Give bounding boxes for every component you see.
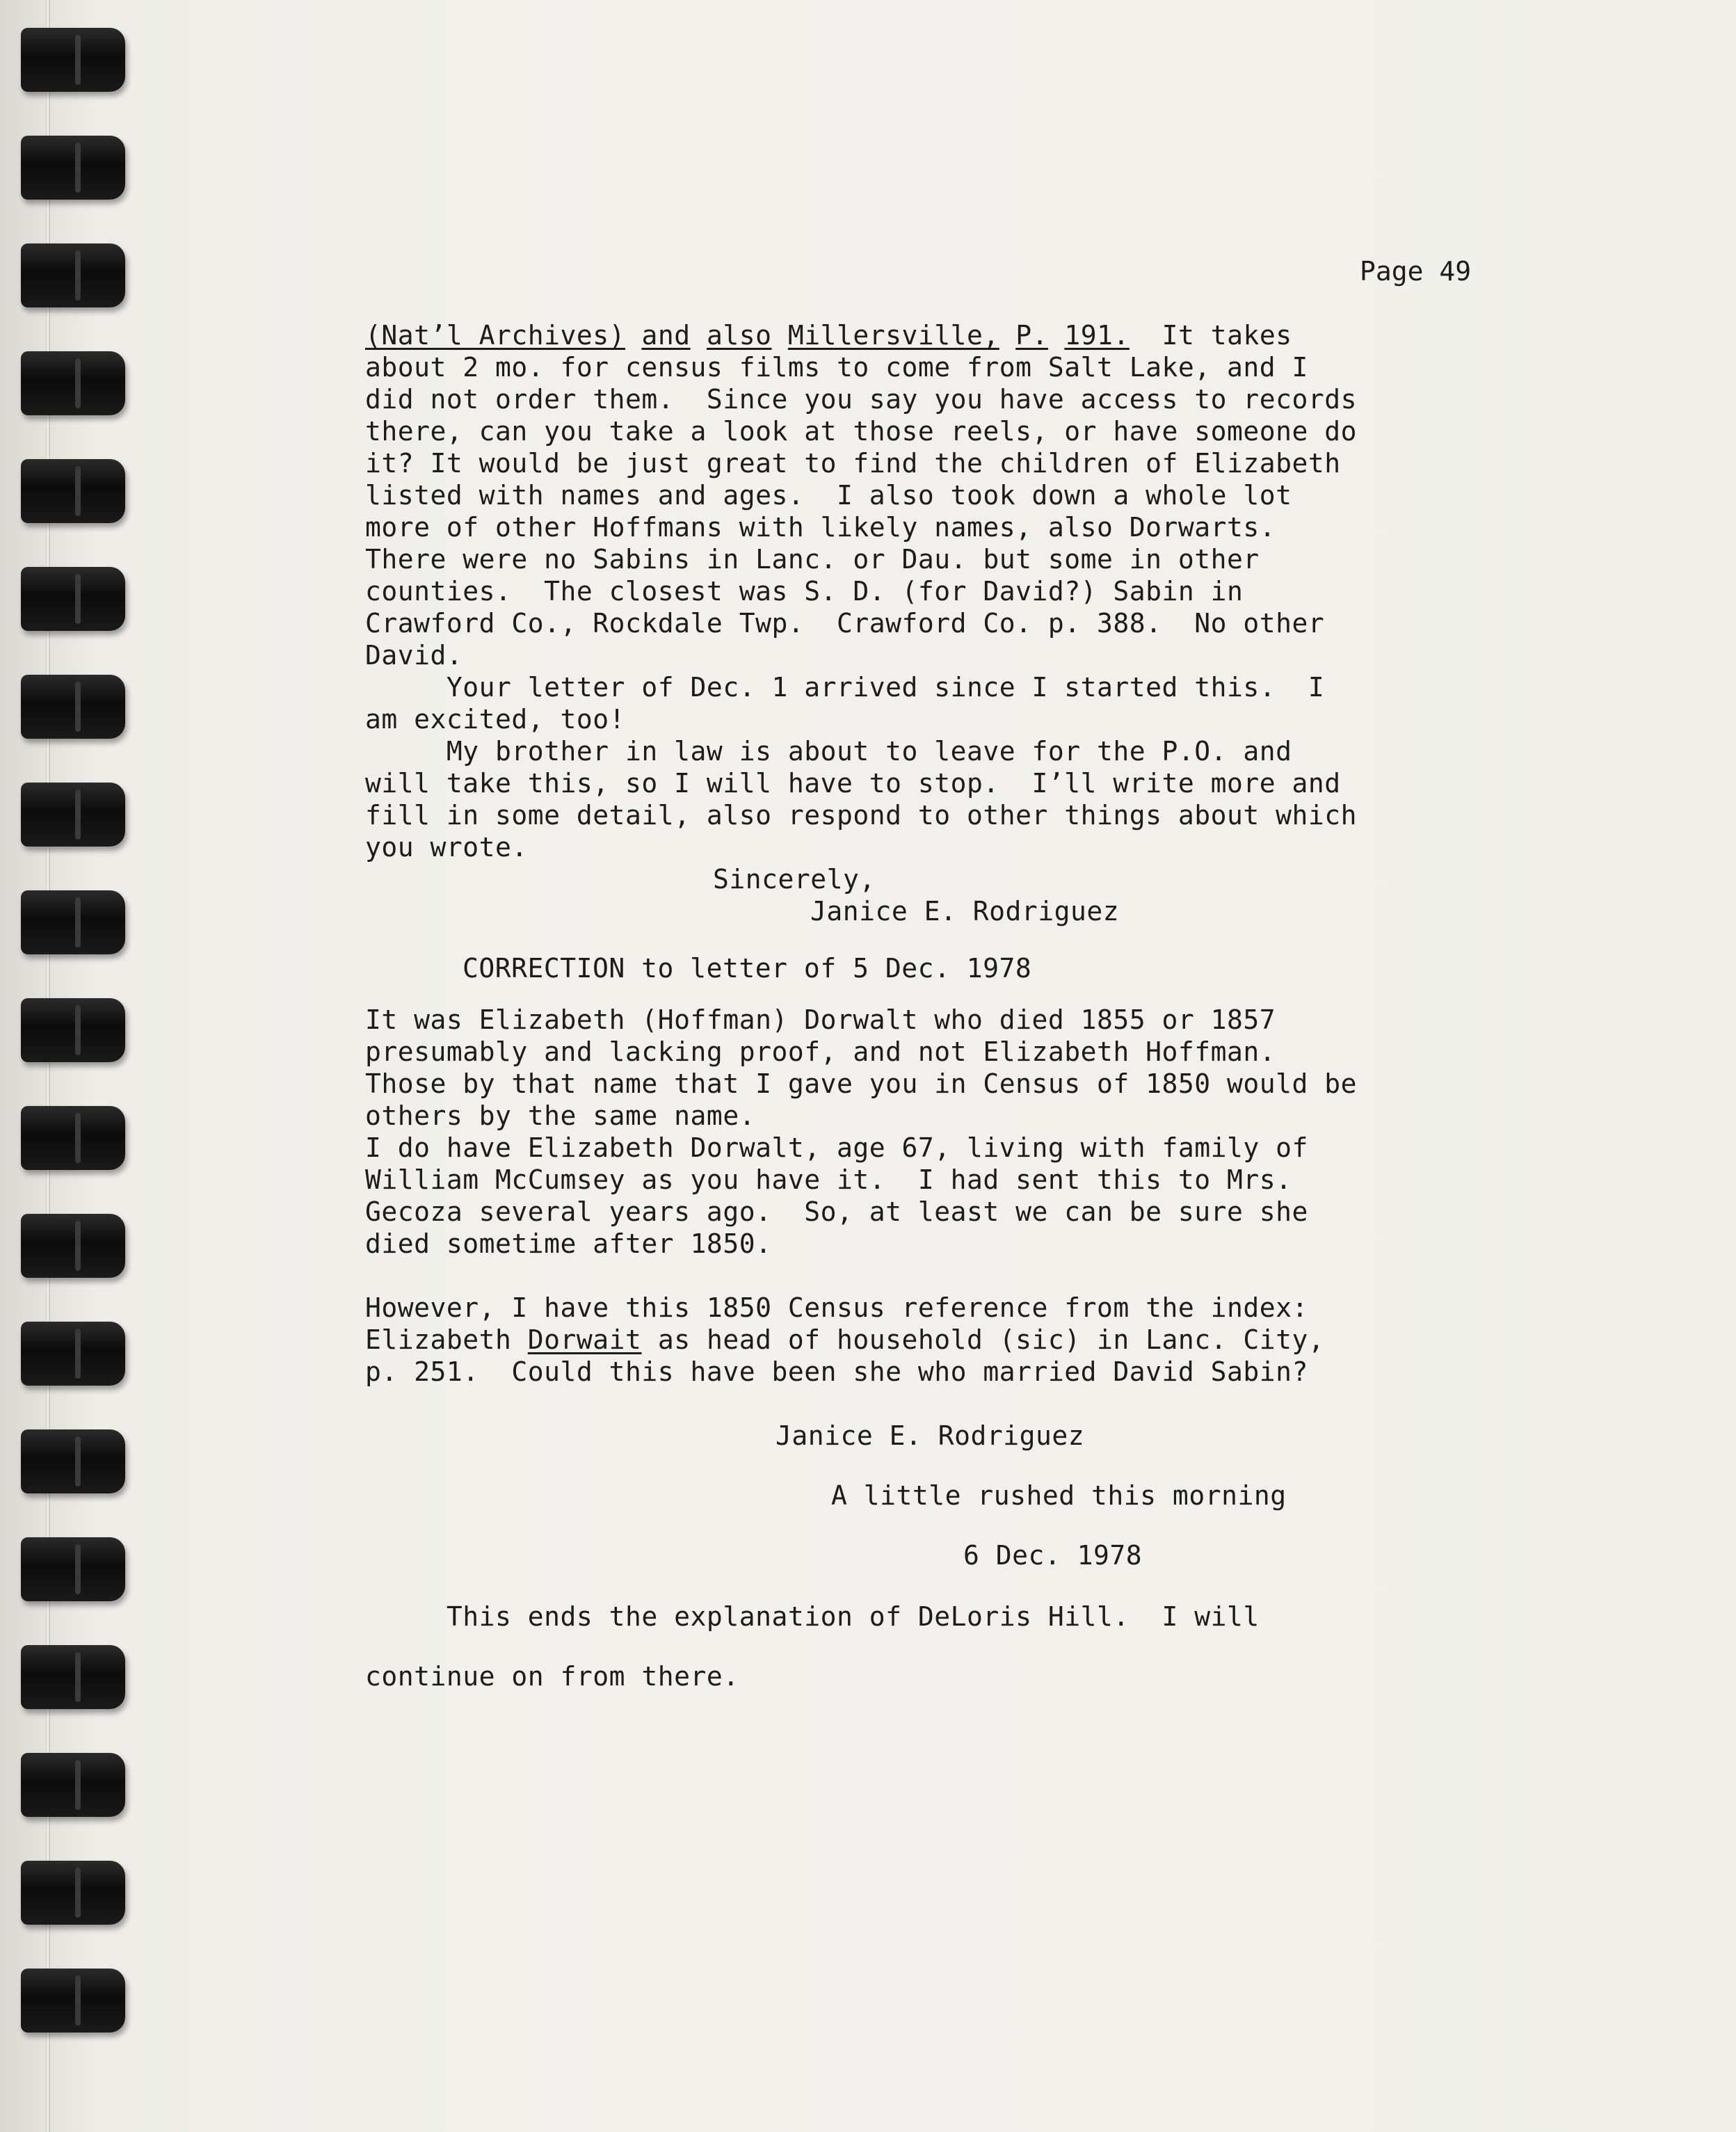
body-line: There were no Sabins in Lanc. or Dau. but some in other	[365, 544, 1260, 575]
body-line	[365, 1324, 1324, 1355]
body-line: p. 251. Could this have been she who married David Sabin?	[365, 1356, 1308, 1387]
page-ref-number: 191.	[1064, 320, 1130, 351]
body-line: Those by that name that I gave you in Census of 1850 would be	[365, 1068, 1358, 1099]
underlined-surname: Dorwait	[527, 1324, 642, 1355]
body-line: My brother in law is about to leave for the P.O. and	[365, 736, 1292, 767]
place-ref: Millersville,	[787, 320, 999, 351]
binding-coil	[21, 1969, 125, 2033]
body-line: Your letter of Dec. 1 arrived since I started this. I	[365, 672, 1325, 703]
body-line: it? It would be just great to find the children of Elizabeth	[365, 448, 1341, 479]
body-line: died sometime after 1850.	[365, 1228, 772, 1259]
body-line: fill in some detail, also respond to other things about which	[365, 800, 1358, 831]
signature-name: Janice E. Rodriguez	[810, 896, 1120, 927]
binding-coil	[21, 567, 125, 631]
binding-coil	[21, 783, 125, 847]
body-line: It was Elizabeth (Hoffman) Dorwalt who died 1855 or 1857	[365, 1004, 1276, 1035]
body-text: as head of household (sic) in Lanc. City,	[641, 1324, 1325, 1355]
binding-coil	[21, 890, 125, 954]
body-line	[365, 320, 1292, 351]
binding-coil	[21, 1861, 125, 1925]
binding-coil	[21, 675, 125, 739]
binding-coil	[21, 1645, 125, 1709]
body-line: However, I have this 1850 Census reference from the index:	[365, 1292, 1308, 1323]
binding-coil	[21, 351, 125, 415]
binding-coil	[21, 1753, 125, 1817]
spiral-binding	[0, 0, 153, 2132]
body-line: about 2 mo. for census films to come from Salt Lake, and I	[365, 352, 1308, 383]
body-line: Gecoza several years ago. So, at least we can be sure she	[365, 1196, 1308, 1227]
body-line: David.	[365, 640, 463, 671]
page-ref: P.	[1015, 320, 1048, 351]
binding-coil	[21, 243, 125, 307]
body-line: there, can you take a look at those reels, or have someone do	[365, 416, 1358, 447]
underlined-word: and	[641, 320, 691, 351]
correction-heading: CORRECTION to letter of 5 Dec. 1978	[463, 953, 1032, 984]
body-line: more of other Hoffmans with likely names, also Dorwarts.	[365, 512, 1276, 543]
body-line: presumably and lacking proof, and not Elizabeth Hoffman.	[365, 1036, 1276, 1067]
archives-ref: (Nat’l Archives)	[365, 320, 626, 351]
binding-coil	[21, 459, 125, 523]
body-line: This ends the explanation of DeLoris Hill. I will	[365, 1601, 1260, 1632]
binding-coil	[21, 28, 125, 92]
binding-coil	[21, 1106, 125, 1170]
letter-date: 6 Dec. 1978	[963, 1540, 1143, 1571]
body-text: It takes	[1162, 320, 1292, 351]
body-line: am excited, too!	[365, 704, 626, 735]
underlined-word: also	[706, 320, 772, 351]
binding-coil	[21, 1537, 125, 1601]
body-line: others by the same name.	[365, 1100, 756, 1131]
binding-coil	[21, 998, 125, 1062]
body-line: will take this, so I will have to stop. I’ll write more and	[365, 768, 1341, 799]
closing-note: A little rushed this morning	[831, 1480, 1287, 1511]
page-number: Page 49	[1360, 256, 1472, 287]
body-line: Crawford Co., Rockdale Twp. Crawford Co. p. 388. No other	[365, 608, 1325, 639]
body-line: you wrote.	[365, 832, 528, 863]
body-text: Elizabeth	[365, 1324, 528, 1355]
body-line: listed with names and ages. I also took down a whole lot	[365, 480, 1292, 511]
body-line: I do have Elizabeth Dorwalt, age 67, living with family of	[365, 1132, 1308, 1163]
signature-name: Janice E. Rodriguez	[775, 1420, 1085, 1451]
binding-coil	[21, 1322, 125, 1386]
binding-coil	[21, 1214, 125, 1278]
binding-coil	[21, 1429, 125, 1493]
binding-coil	[21, 136, 125, 200]
body-line: counties. The closest was S. D. (for David?) Sabin in	[365, 576, 1244, 607]
closing-sincerely: Sincerely,	[713, 864, 876, 895]
body-line: William McCumsey as you have it. I had sent this to Mrs.	[365, 1164, 1292, 1195]
body-line: continue on from there.	[365, 1661, 739, 1692]
body-line: did not order them. Since you say you have access to records	[365, 384, 1358, 415]
